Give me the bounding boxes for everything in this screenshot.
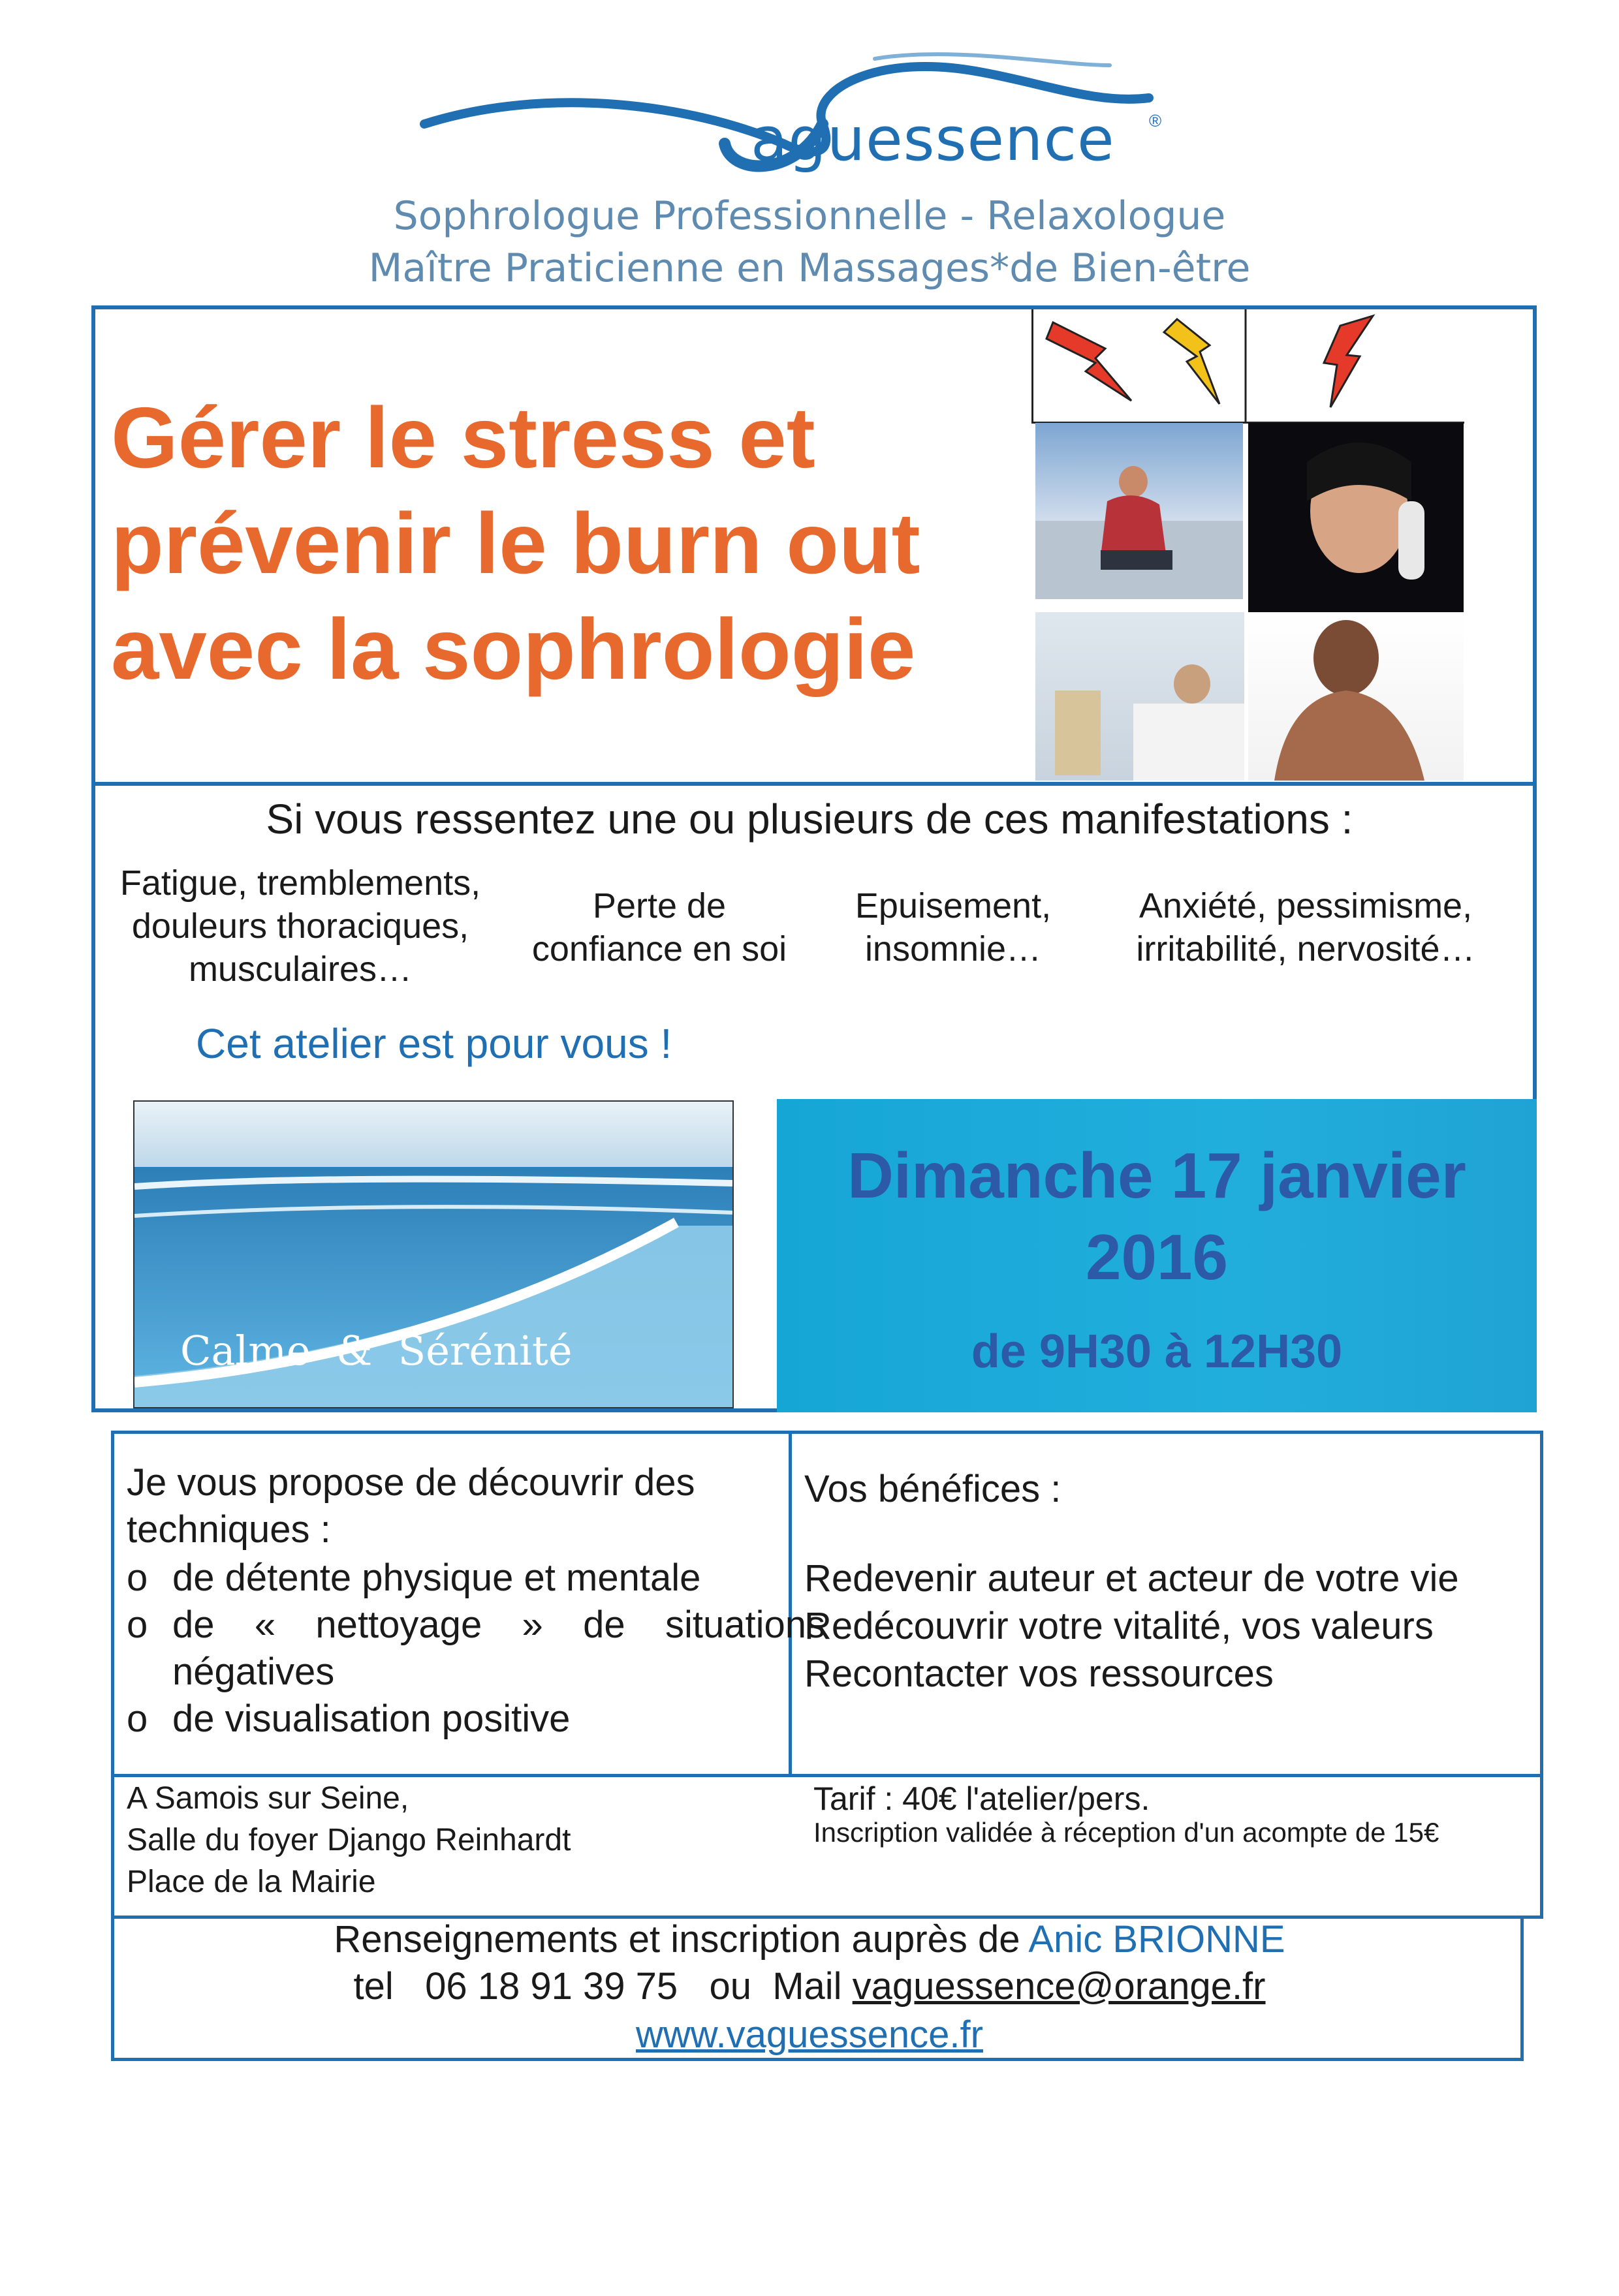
- techniques-intro: Je vous propose de découvrir des techniques :: [127, 1461, 695, 1551]
- technique-text: de « nettoyage » de situations négatives: [172, 1604, 825, 1693]
- logo-text: aguessence: [751, 104, 1115, 174]
- contact-prefix: Renseignements et inscription auprès de: [334, 1918, 1029, 1961]
- registered-mark: ®: [1149, 111, 1162, 131]
- contact-line-1: [0, 1917, 1619, 1961]
- symptom-1-line-2: douleurs thoraciques,: [131, 907, 469, 946]
- tagline-1: Sophrologue Professionnelle - Relaxologue: [393, 193, 1226, 239]
- event-year: 2016: [1085, 1221, 1228, 1293]
- location-line-3: Place de la Mairie: [127, 1865, 376, 1899]
- benefits-title: Vos bénéfices :: [804, 1468, 1061, 1510]
- list-item: Redécouvrir votre vitalité, vos valeurs: [804, 1605, 1434, 1647]
- list-item: [127, 1696, 779, 1743]
- list-item: [127, 1602, 825, 1696]
- website-link[interactable]: www.vaguessence.fr: [636, 2013, 983, 2056]
- page-title: [111, 385, 1038, 702]
- location-line-2: Salle du foyer Django Reinhardt: [127, 1823, 571, 1857]
- event-time: de 9H30 à 12H30: [971, 1326, 1343, 1378]
- divider: [91, 782, 1537, 786]
- divider: [111, 1774, 1543, 1777]
- sea-caption: Calme & Sérénité: [180, 1327, 573, 1374]
- bullet-icon: o: [127, 1557, 148, 1599]
- event-date: Dimanche 17 janvier: [847, 1140, 1466, 1211]
- title-line-3: avec la sophrologie: [111, 601, 916, 697]
- list-item: Redevenir auteur et acteur de votre vie: [804, 1557, 1459, 1600]
- tagline-2: Maître Praticienne en Massages*de Bien-être: [368, 245, 1251, 291]
- lightning-strip: [1031, 309, 1464, 424]
- contact-tel: tel 06 18 91 39 75 ou Mail: [353, 1965, 853, 2008]
- benefits-list: [804, 1555, 1459, 1698]
- atelier-call: Cet atelier est pour vous !: [196, 1020, 672, 1067]
- contact-line-2: [0, 1964, 1619, 2008]
- inscription-note: Inscription validée à réception d'un acompte de 15€: [813, 1817, 1439, 1848]
- bullet-icon: o: [127, 1604, 148, 1646]
- photo-woman-bed: [1035, 612, 1244, 781]
- location: [127, 1778, 571, 1903]
- techniques-list: [127, 1555, 825, 1743]
- title-line-2: prévenir le burn out: [111, 495, 920, 591]
- symptoms-intro: Si vous ressentez une ou plusieurs de ces manifestations :: [266, 796, 1353, 843]
- list-item: Recontacter vos ressources: [804, 1652, 1274, 1695]
- symptom-2-line-1: Perte de: [592, 886, 727, 925]
- contact-name: Anic BRIONNE: [1028, 1918, 1285, 1961]
- symptom-4: [1097, 884, 1515, 970]
- technique-text: de visualisation positive: [172, 1698, 571, 1740]
- symptom-1: [104, 861, 496, 991]
- symptom-2: [509, 884, 810, 970]
- symptom-1-line-3: musculaires…: [188, 950, 413, 989]
- symptom-4-line-2: irritabilité, nervosité…: [1136, 929, 1475, 969]
- symptom-2-line-2: confiance en soi: [531, 929, 787, 969]
- symptom-1-line-1: Fatigue, tremblements,: [119, 863, 481, 903]
- lightning-bolts-icon: [1033, 309, 1464, 422]
- photo-stressed-man: [1035, 423, 1243, 599]
- title-line-1: Gérer le stress et: [111, 390, 815, 486]
- symptom-3-line-1: Epuisement,: [855, 886, 1052, 925]
- symptom-3-line-2: insomnie…: [864, 929, 1042, 969]
- photo-man-neck: [1248, 612, 1464, 781]
- email-link[interactable]: vaguessence@orange.fr: [852, 1965, 1266, 2008]
- technique-text: de détente physique et mentale: [172, 1557, 701, 1599]
- photo-woman-phone: [1248, 423, 1464, 612]
- location-line-1: A Samois sur Seine,: [127, 1781, 409, 1816]
- symptom-3: [823, 884, 1084, 970]
- symptom-4-line-1: Anxiété, pessimisme,: [1139, 886, 1473, 925]
- sea-image: [133, 1100, 734, 1408]
- price: Tarif : 40€ l'atelier/pers.: [813, 1780, 1150, 1817]
- contact-line-3: [0, 2013, 1619, 2056]
- bullet-icon: o: [127, 1698, 148, 1740]
- list-item: [127, 1555, 779, 1602]
